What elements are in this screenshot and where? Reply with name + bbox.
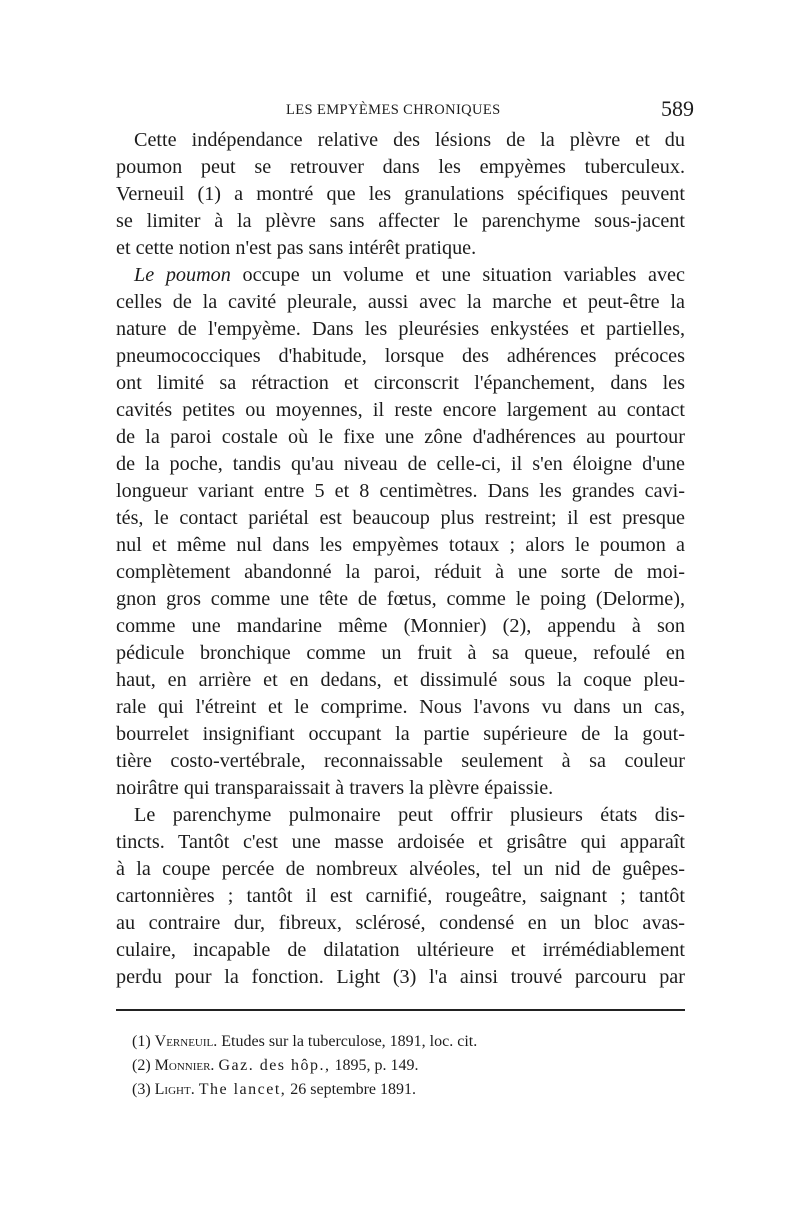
text-line-rest: occupe un volume et une situation variables avec [242,264,685,286]
footnotes [132,1030,672,1102]
footnote-2 [132,1054,672,1078]
footnote-mark: (1) [132,1033,151,1050]
footnote-text: Etudes sur la tuberculose, 1891, loc. cit. [221,1033,478,1050]
body-text [116,127,685,991]
text-line: au contraire dur, fibreux, sclérosé, condensé en un bloc avas- [116,912,685,934]
footnote-mark: (2) [132,1057,151,1074]
text-line: complètement abandonné la paroi, réduit à une sorte de moi- [116,561,685,583]
text-line: noirâtre qui transparaissait à travers la plèvre épaissie. [116,777,554,799]
footnote-text: 26 septembre 1891. [290,1081,417,1098]
text-line: haut, en arrière et en dedans, et dissimulé sous la coque pleu- [116,669,685,691]
page-number: 589 [661,96,694,121]
text-line: pédicule bronchique comme un fruit à sa queue, refoulé en [116,642,685,664]
text-line: celles de la cavité pleurale, aussi avec la marche et peut-être la [116,291,685,313]
text-line: nul et même nul dans les empyèmes totaux ; alors le poumon a [116,534,685,556]
running-head [116,96,696,126]
text-line: culaire, incapable de dilatation ultérieure et irrémédiablement [116,939,685,961]
text-line: ont limité sa rétraction et circonscrit l'épanchement, dans les [116,372,685,394]
text-line: comme une mandarine même (Monnier) (2), appendu à son [116,615,685,637]
footnote-rule [116,1009,685,1011]
text-line: gnon gros comme une tête de fœtus, comme le poing (Delorme), [116,588,685,610]
text-line: tincts. Tantôt c'est une masse ardoisée et grisâtre qui apparaît [116,831,685,853]
footnote-3 [132,1078,672,1102]
text-line: longueur variant entre 5 et 8 centimètres. Dans les grandes cavi- [116,480,685,502]
text-line: cavités petites ou moyennes, il reste encore largement au contact [116,399,685,421]
text-line: poumon peut se retrouver dans les empyèmes tuberculeux. [116,156,685,178]
text-line: à la coupe percée de nombreux alvéoles, tel un nid de guêpes- [116,858,685,880]
text-line: Le parenchyme pulmonaire peut offrir plusieurs états dis- [134,804,685,826]
running-title: LES EMPYÈMES CHRONIQUES [286,102,501,118]
text-line: Verneuil (1) a montré que les granulations spécifiques peuvent [116,183,685,205]
italic-lead: Le poumon [134,264,231,286]
text-line: de la poche, tandis qu'au niveau de celle-ci, il s'en éloigne d'une [116,453,685,475]
footnote-author: Light. [154,1081,195,1098]
text-line: perdu pour la fonction. Light (3) l'a ainsi trouvé parcouru par [116,966,685,988]
footnote-venue: Gaz. des hôp., [218,1057,331,1074]
text-line: et cette notion n'est pas sans intérêt pratique. [116,237,477,259]
text-line: se limiter à la plèvre sans affecter le parenchyme sous-jacent [116,210,685,232]
text-line-with-italic-lead [116,262,685,289]
text-line: pneumococciques d'habitude, lorsque des adhérences précoces [116,345,685,367]
text-line: Cette indépendance relative des lésions de la plèvre et du [134,129,685,151]
text-line: de la paroi costale où le fixe une zône d'adhérences au pourtour [116,426,685,448]
text-line: rale qui l'étreint et le comprime. Nous l'avons vu dans un cas, [116,696,685,718]
footnote-mark: (3) [132,1081,151,1098]
footnote-author: Monnier. [154,1057,215,1074]
footnote-author: Verneuil. [154,1033,218,1050]
text-line: tière costo-vertébrale, reconnaissable seulement à sa couleur [116,750,685,772]
text-line: cartonnières ; tantôt il est carnifié, rougeâtre, saignant ; tantôt [116,885,685,907]
text-line: bourrelet insignifiant occupant la partie supérieure de la gout- [116,723,685,745]
footnote-text: 1895, p. 149. [334,1057,419,1074]
text-line: tés, le contact pariétal est beaucoup plus restreint; il est presque [116,507,685,529]
footnote-venue: The lancet, [198,1081,287,1098]
footnote-1 [132,1030,672,1054]
text-line: nature de l'empyème. Dans les pleurésies enkystées et partielles, [116,318,685,340]
